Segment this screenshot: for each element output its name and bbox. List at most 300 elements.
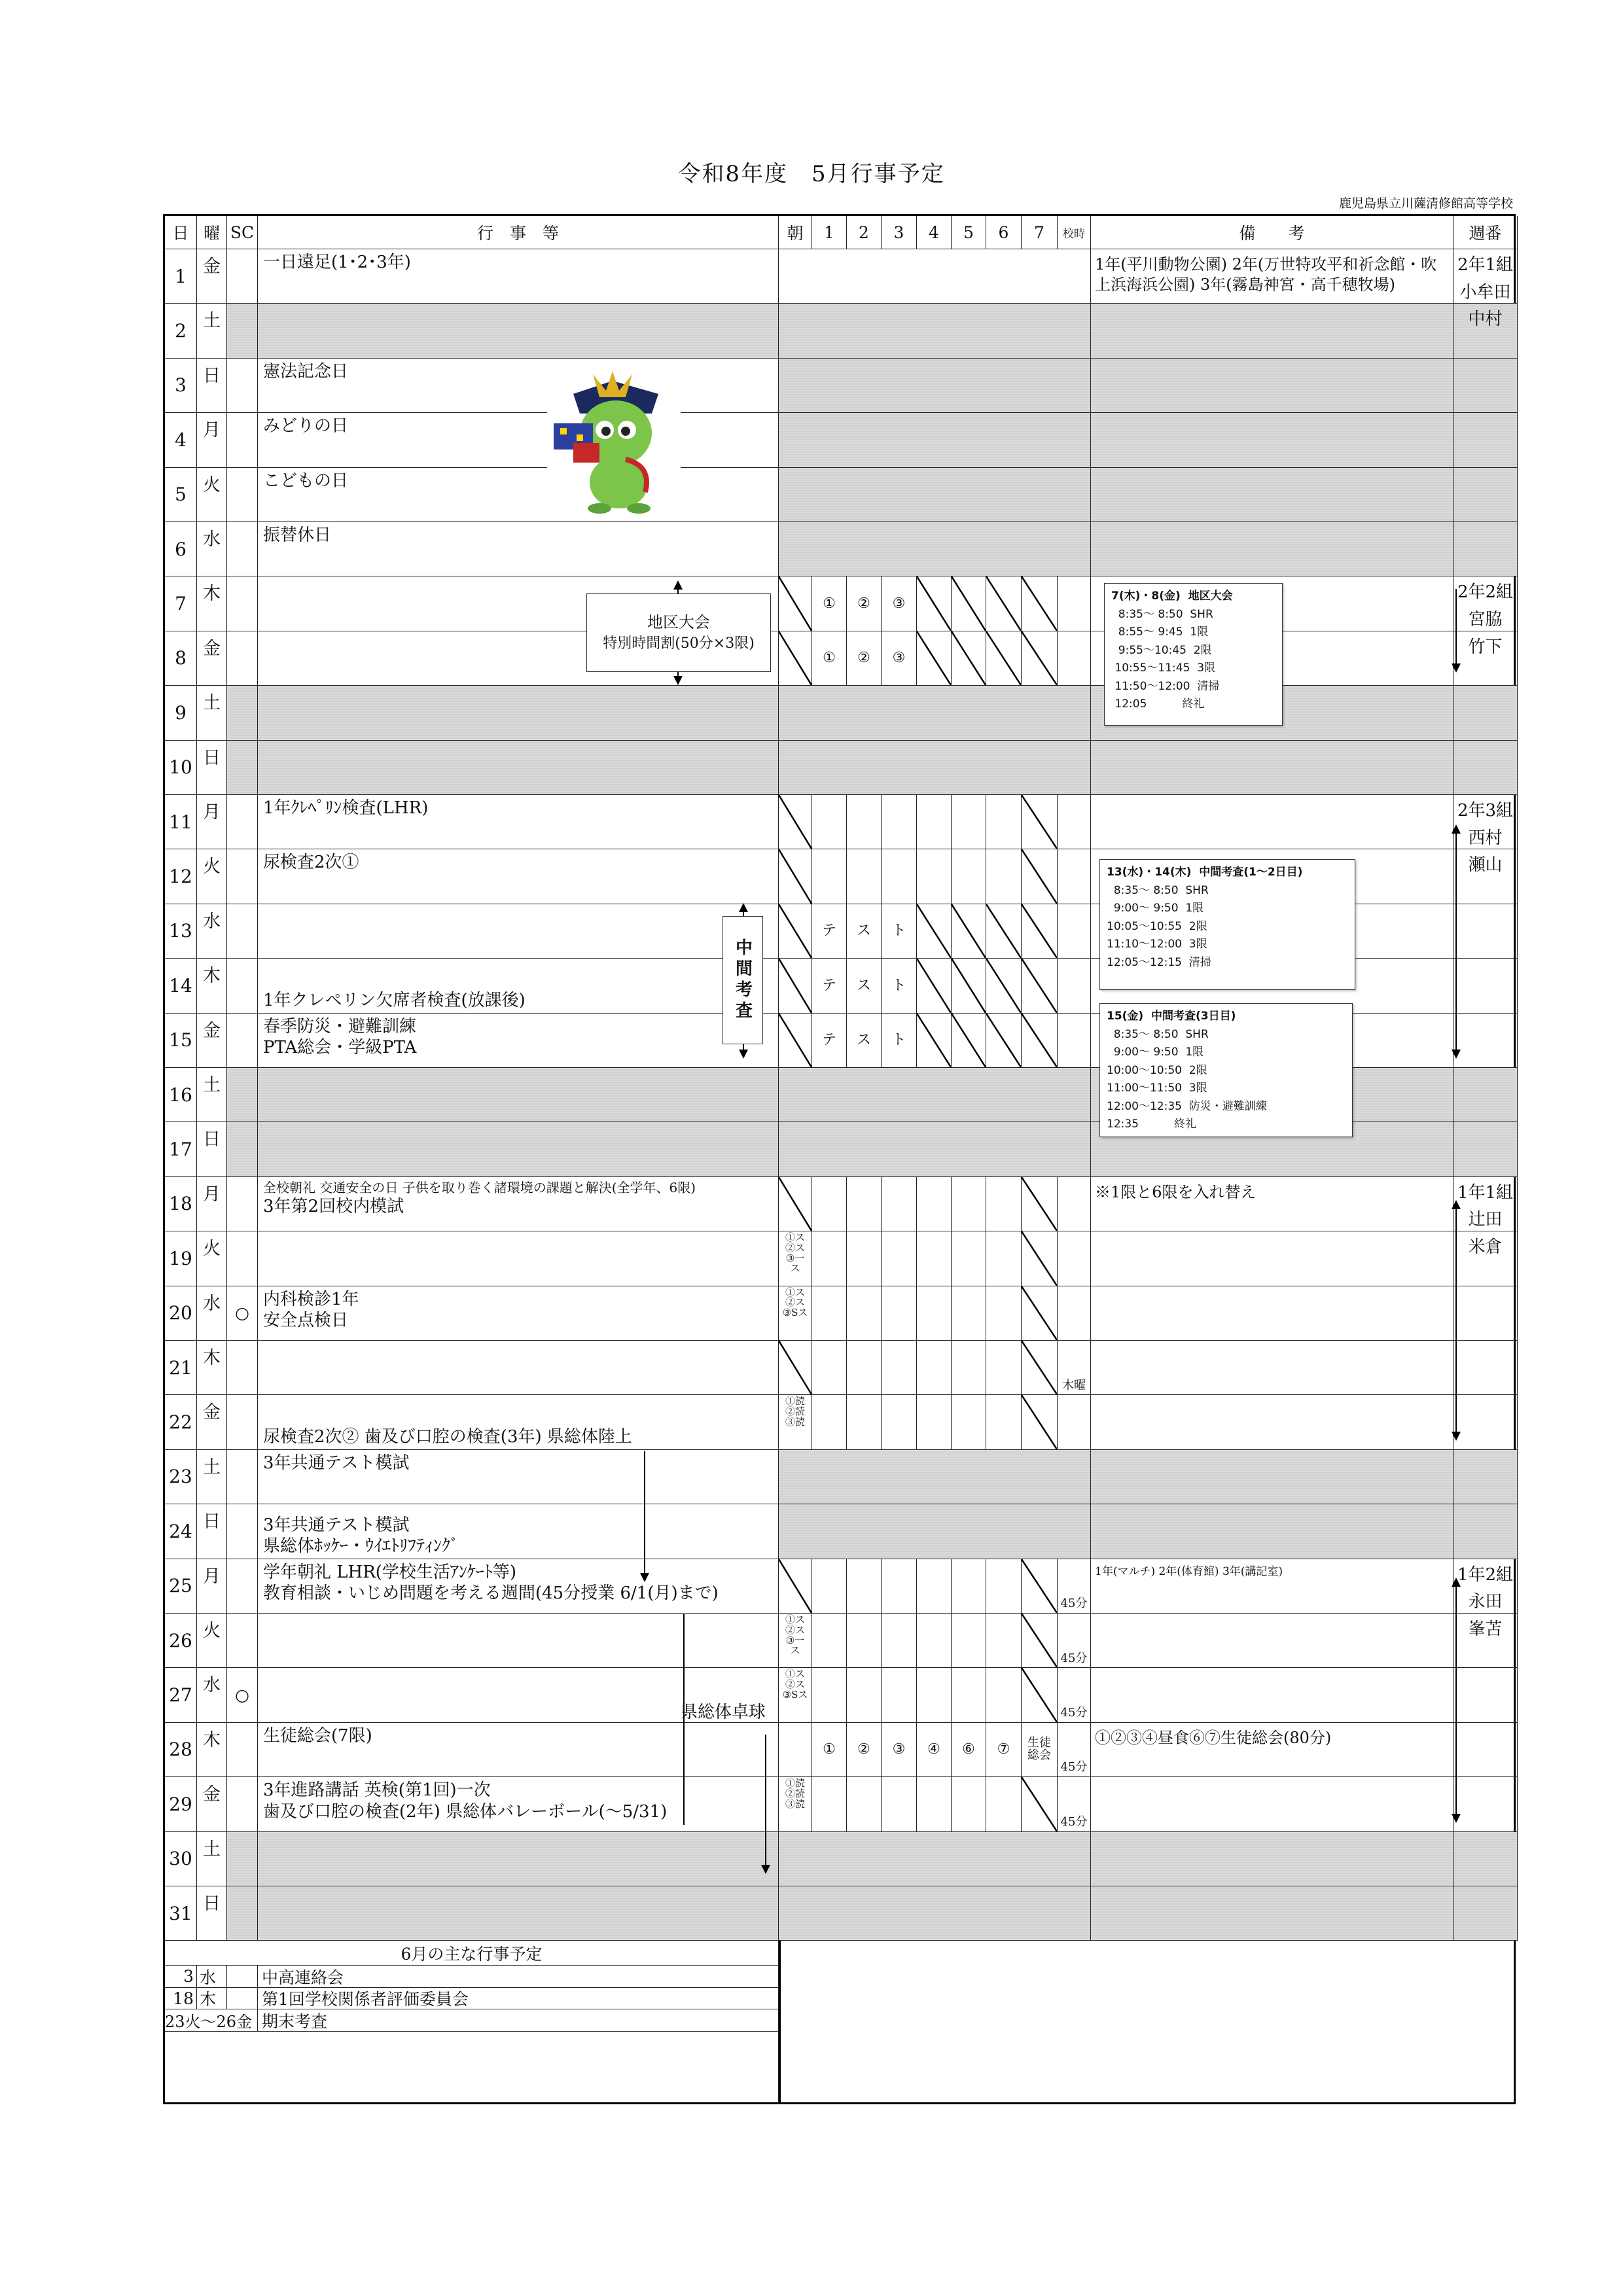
remarks-cell [1091,1668,1454,1722]
event-text: 尿検査2次② 歯及び口腔の検査(3年) 県総体陸上 [263,1427,632,1447]
june-event: 中高連絡会 [258,1966,779,1988]
day-number: 14 [165,959,197,1013]
day-number: 9 [165,686,197,740]
sc-mark [227,1177,258,1231]
period-cell [812,1668,847,1722]
period-cell [986,1286,1022,1341]
remarks-cell [1091,468,1454,522]
sc-mark [227,795,258,849]
column-header: 備 考 [1091,216,1454,249]
duty-cell [1454,1122,1518,1176]
event-text: 教育相談・いじめ問題を考える週間(45分授業 6/1(月)まで) [263,1583,719,1604]
period-cell [1022,1177,1058,1231]
duty-cell [1454,1068,1518,1122]
event-cell [258,1614,779,1668]
period-cell [917,1559,952,1614]
period-cell: ⑦ [986,1723,1022,1777]
schedule-table [163,214,1516,2104]
weekday: 月 [197,413,227,467]
sc-mark [227,576,258,631]
duty-cell [1454,1723,1518,1777]
day-number: 21 [165,1341,197,1395]
period-cell [847,1668,882,1722]
period-cell [917,1231,952,1286]
district-tournament-timetable [1104,583,1283,726]
period-cell [1022,1286,1058,1341]
event-cell [258,359,779,413]
period-cell [952,1177,986,1231]
arrow-down-icon [1452,1050,1461,1059]
remarks-cell [1091,1450,1454,1504]
sc-mark: ○ [227,1286,258,1341]
page-title: 令和8年度 5月行事予定 [678,161,945,187]
duty-cell [1454,1614,1518,1668]
midterm-timetable-1 [1099,859,1355,990]
sc-mark [227,1723,258,1777]
period-cell [986,631,1022,686]
duty-text: 中村 [1468,309,1503,330]
kouji-cell [1058,959,1091,1013]
sc-mark [227,249,258,304]
duty-cell [1454,849,1518,904]
duty-cell [1454,468,1518,522]
duty-cell [1454,904,1518,959]
weekday: 日 [197,1886,227,1941]
duty-cell [1454,959,1518,1013]
weekday: 月 [197,795,227,849]
weekday: 月 [197,1559,227,1614]
kouji-cell [1058,1177,1091,1231]
kouji-cell [1058,795,1091,849]
period-cell [882,849,917,904]
period-cell [986,1395,1022,1449]
duty-cell [1454,359,1518,413]
event-cell [258,1231,779,1286]
periods-merged [779,1122,1091,1176]
kouji-cell: 45分 [1058,1614,1091,1668]
event-text: 安全点検日 [263,1311,349,1331]
duty-cell [1454,249,1518,304]
period-cell: ① [812,1723,847,1777]
duty-text: 瀬山 [1468,855,1503,875]
remarks-cell [1091,1286,1454,1341]
column-header: 4 [917,216,952,249]
kouji-cell [1058,1014,1091,1068]
timetable-line: 11:00～11:50 3限 [1107,1082,1207,1095]
period-cell [917,904,952,959]
remarks-cell [1091,1614,1454,1668]
morning-cell [779,1341,812,1395]
weekday: 土 [197,1068,227,1122]
period-cell [952,1777,986,1831]
school-name: 鹿児島県立川薩清修館高等学校 [1338,196,1513,211]
column-header: 曜 [197,216,227,249]
sc-mark [227,1014,258,1068]
period-cell [952,959,986,1013]
sc-mark [227,1341,258,1395]
morning-cell [779,795,812,849]
duty-text: 宮脇 [1468,609,1503,629]
period-cell [847,1286,882,1341]
duty-cell [1454,686,1518,740]
event-text: 3年共通テスト模試 [263,1453,410,1473]
arrow-up-icon [673,580,683,590]
kouji-cell: 45分 [1058,1777,1091,1831]
period-cell [882,1177,917,1231]
morning-cell: ①ス ②ス ③一 ス [779,1614,812,1668]
period-cell: ⑥ [952,1723,986,1777]
weekday: 土 [197,304,227,358]
period-cell [986,1559,1022,1614]
district-tournament-note [586,593,771,672]
period-cell [882,1395,917,1449]
period-cell [882,1559,917,1614]
day-number: 20 [165,1286,197,1341]
june-title: 6月の主な行事予定 [165,1941,779,1966]
period-cell [952,849,986,904]
weekday: 水 [197,522,227,576]
period-cell [986,1231,1022,1286]
remarks-cell [1091,741,1454,795]
day-number: 8 [165,631,197,686]
period-cell [812,1177,847,1231]
event-cell [258,1122,779,1176]
period-cell [882,1231,917,1286]
day-number: 4 [165,413,197,467]
event-text: PTA総会・学級PTA [263,1038,417,1058]
period-cell [1022,1614,1058,1668]
duty-cell [1454,1014,1518,1068]
sc-mark [227,1614,258,1668]
period-cell [917,849,952,904]
duty-cell [1454,1559,1518,1614]
morning-cell [779,1723,812,1777]
timetable-line: 12:00～12:35 防災・避難訓練 [1107,1099,1267,1113]
period-cell [952,904,986,959]
periods-merged [779,413,1091,467]
district-tournament-title: 地区大会 [647,612,710,631]
sc-mark [227,522,258,576]
periods-merged [779,359,1091,413]
timetable-line: 8:55～ 9:45 1限 [1111,626,1209,639]
period-cell [847,1614,882,1668]
period-cell [882,1614,917,1668]
sc-mark [227,1068,258,1122]
period-cell [812,1231,847,1286]
remarks-cell [1091,795,1454,849]
remarks-cell [1091,1341,1454,1395]
remarks-cell: 1年(マルチ) 2年(体育館) 3年(講記室) [1091,1559,1454,1614]
morning-cell [779,1014,812,1068]
weekday: 木 [197,959,227,1013]
column-header: 5 [952,216,986,249]
june-event: 第1回学校関係者評価委員会 [258,1988,779,2010]
timetable-title: 13(水)・14(木) 中間考査(1～2日目) [1107,866,1303,879]
period-cell: ① [812,576,847,631]
duty-text: 峯苫 [1468,1619,1503,1639]
duty-text: 小牟田 [1459,282,1511,302]
kouji-cell [1058,1286,1091,1341]
period-cell [917,959,952,1013]
period-cell [847,1231,882,1286]
duty-cell [1454,304,1518,358]
duty-cell [1454,1832,1518,1886]
weekday: 金 [197,249,227,304]
period-cell [986,1777,1022,1831]
period-cell [812,1777,847,1831]
event-cell [258,1504,779,1559]
morning-cell: ①読 ②読 ③読 [779,1777,812,1831]
june-event: 期末考査 [258,2009,779,2032]
duty-cell [1454,576,1518,631]
day-number: 10 [165,741,197,795]
day-number: 17 [165,1122,197,1176]
day-number: 30 [165,1832,197,1886]
period-cell [917,1395,952,1449]
period-cell [986,959,1022,1013]
weekday: 火 [197,849,227,904]
duty-text: 2年3組 [1457,801,1514,821]
kouji-cell: 45分 [1058,1559,1091,1614]
day-number: 31 [165,1886,197,1941]
period-cell [1022,849,1058,904]
duty-cell [1454,1286,1518,1341]
period-cell [986,1014,1022,1068]
event-text: 尿検査2次① [263,853,359,873]
period-cell [847,1559,882,1614]
event-cell [258,1014,779,1068]
sc-mark [227,1559,258,1614]
period-cell: ① [812,631,847,686]
period-cell [882,795,917,849]
period-cell [847,1395,882,1449]
event-text: 全校朝礼 交通安全の日 子供を取り巻く諸環境の課題と解決(全学年、6限) [263,1179,696,1195]
period-cell [847,1177,882,1231]
morning-cell: ①ス ②ス ③一 ス [779,1231,812,1286]
duty-cell [1454,522,1518,576]
period-cell: ト [882,904,917,959]
period-cell: ス [847,1014,882,1068]
kouji-cell: 45分 [1058,1668,1091,1722]
morning-cell: ①ス ②ス ③Sス [779,1286,812,1341]
period-cell [1022,904,1058,959]
day-number: 27 [165,1668,197,1722]
duty-text: 1年2組 [1457,1564,1514,1585]
period-cell [1022,1777,1058,1831]
june-weekday: 水 [197,1966,227,1988]
duty-cell [1454,1504,1518,1559]
period-cell [1022,576,1058,631]
duty-cell [1454,795,1518,849]
period-cell [882,1286,917,1341]
periods-merged [779,1832,1091,1886]
event-cell [258,1559,779,1614]
period-cell [952,1014,986,1068]
column-header: 校時 [1058,216,1091,249]
period-cell: テ [812,959,847,1013]
period-cell [986,904,1022,959]
duty-cell [1454,741,1518,795]
morning-cell: ①ス ②ス ③Sス [779,1668,812,1722]
weekday: 金 [197,1395,227,1449]
arrow-line [1455,589,1457,667]
duty-cell [1454,1886,1518,1941]
timetable-line: 10:05～10:55 2限 [1107,919,1207,933]
period-cell [986,1614,1022,1668]
timetable-title: 15(金) 中間考査(3日目) [1107,1010,1236,1023]
period-cell: ト [882,959,917,1013]
sc-mark [227,849,258,904]
sc-mark [227,413,258,467]
morning-cell [779,849,812,904]
period-cell [952,1231,986,1286]
event-text: こどもの日 [263,470,349,491]
june-date: 23火～26金 [165,2009,258,2032]
event-cell [258,1777,779,1831]
period-cell [917,795,952,849]
remarks-cell: 1年(平川動物公園) 2年(万世特攻平和祈念館・吹上浜海浜公園) 3年(霧島神宮・高千穂牧場) [1091,249,1454,304]
weekday: 日 [197,1504,227,1559]
event-cell [258,468,779,522]
period-cell [986,1177,1022,1231]
morning-cell [779,959,812,1013]
remarks-cell: ※1限と6限を入れ替え [1091,1177,1454,1231]
periods-merged [779,686,1091,740]
sc-mark [227,741,258,795]
column-header: 日 [165,216,197,249]
duty-cell [1454,1777,1518,1831]
day-number: 22 [165,1395,197,1449]
timetable-line: 10:55～11:45 3限 [1111,662,1216,675]
period-cell [812,1286,847,1341]
event-cell [258,413,779,467]
sc-mark [227,1832,258,1886]
event-text: 3年共通テスト模試 [263,1515,410,1535]
sc-mark [227,904,258,959]
timetable-line: 12:35 終礼 [1107,1118,1197,1131]
period-cell: ② [847,631,882,686]
remarks-cell [1091,359,1454,413]
arrow-line [765,1735,766,1868]
event-text: 学年朝礼 LHR(学校生活ｱﾝｹｰﾄ等) [263,1562,517,1582]
period-cell [986,849,1022,904]
column-header: 3 [882,216,917,249]
periods-merged [779,1504,1091,1559]
remarks-cell [1091,1886,1454,1941]
period-cell [812,849,847,904]
timetable-line: 12:05～12:15 清掃 [1107,955,1211,969]
period-cell [812,1614,847,1668]
period-cell [917,1177,952,1231]
period-cell [1022,1395,1058,1449]
sc-mark [227,1886,258,1941]
day-number: 15 [165,1014,197,1068]
period-cell [917,1777,952,1831]
period-cell: ③ [882,576,917,631]
period-cell [847,795,882,849]
event-cell [258,1723,779,1777]
event-text: 1年ｸﾚﾍﾟﾘﾝ検査(LHR) [263,798,429,818]
period-cell [1022,959,1058,1013]
period-cell [952,1286,986,1341]
weekday: 火 [197,1231,227,1286]
periods-merged [779,304,1091,358]
column-header: 7 [1022,216,1058,249]
period-cell: ④ [917,1723,952,1777]
remarks-cell: ①②③④昼食⑥⑦生徒総会(80分) [1091,1723,1454,1777]
sc-mark [227,959,258,1013]
column-header: 6 [986,216,1022,249]
remarks-cell [1091,304,1454,358]
periods-merged [779,1886,1091,1941]
weekday: 日 [197,741,227,795]
period-cell [952,1341,986,1395]
period-cell [917,1614,952,1668]
weekday: 土 [197,686,227,740]
sc-mark [227,1395,258,1449]
event-cell [258,741,779,795]
duty-text: 辻田 [1468,1210,1503,1230]
period-cell [812,1395,847,1449]
district-tournament-sub: 特別時間割(50分×3限) [603,635,755,652]
timetable-line: 11:50～12:00 清掃 [1111,679,1220,693]
period-cell: 生徒 総会 [1022,1723,1058,1777]
period-cell [952,795,986,849]
arrow-line [1455,831,1457,1053]
event-cell [258,959,779,1013]
remarks-cell [1091,1777,1454,1831]
day-number: 3 [165,359,197,413]
timetable-line: 9:00～ 9:50 1限 [1107,902,1204,915]
day-number: 23 [165,1450,197,1504]
column-header: 朝 [779,216,812,249]
period-cell [847,849,882,904]
arrow-down-icon [761,1865,770,1874]
event-cell [258,904,779,959]
kouji-cell: 木曜 [1058,1341,1091,1395]
arrow-down-icon [1452,1814,1461,1823]
event-cell [258,1068,779,1122]
period-cell [882,1777,917,1831]
period-cell [986,1668,1022,1722]
period-cell [1022,1559,1058,1614]
event-text: 振替休日 [263,525,332,545]
period-cell: ② [847,576,882,631]
period-cell [952,1614,986,1668]
remarks-cell [1091,413,1454,467]
period-cell [1022,1231,1058,1286]
duty-cell [1454,1450,1518,1504]
event-cell [258,686,779,740]
weekday: 木 [197,1723,227,1777]
column-header: 行 事 等 [258,216,779,249]
weekday: 金 [197,1777,227,1831]
period-cell [917,1668,952,1722]
morning-cell [779,1559,812,1614]
period-cell [1022,1668,1058,1722]
morning-cell: ①読 ②読 ③読 [779,1395,812,1449]
day-number: 24 [165,1504,197,1559]
duty-cell [1454,1231,1518,1286]
weekday: 金 [197,1014,227,1068]
june-spacer [227,1966,258,1988]
june-notes-blank [779,1941,1518,2104]
remarks-cell [1091,1504,1454,1559]
period-cell [882,1341,917,1395]
period-cell [882,1668,917,1722]
event-text: 春季防災・避難訓練 [263,1016,417,1036]
duty-text: 2年2組 [1457,582,1514,603]
